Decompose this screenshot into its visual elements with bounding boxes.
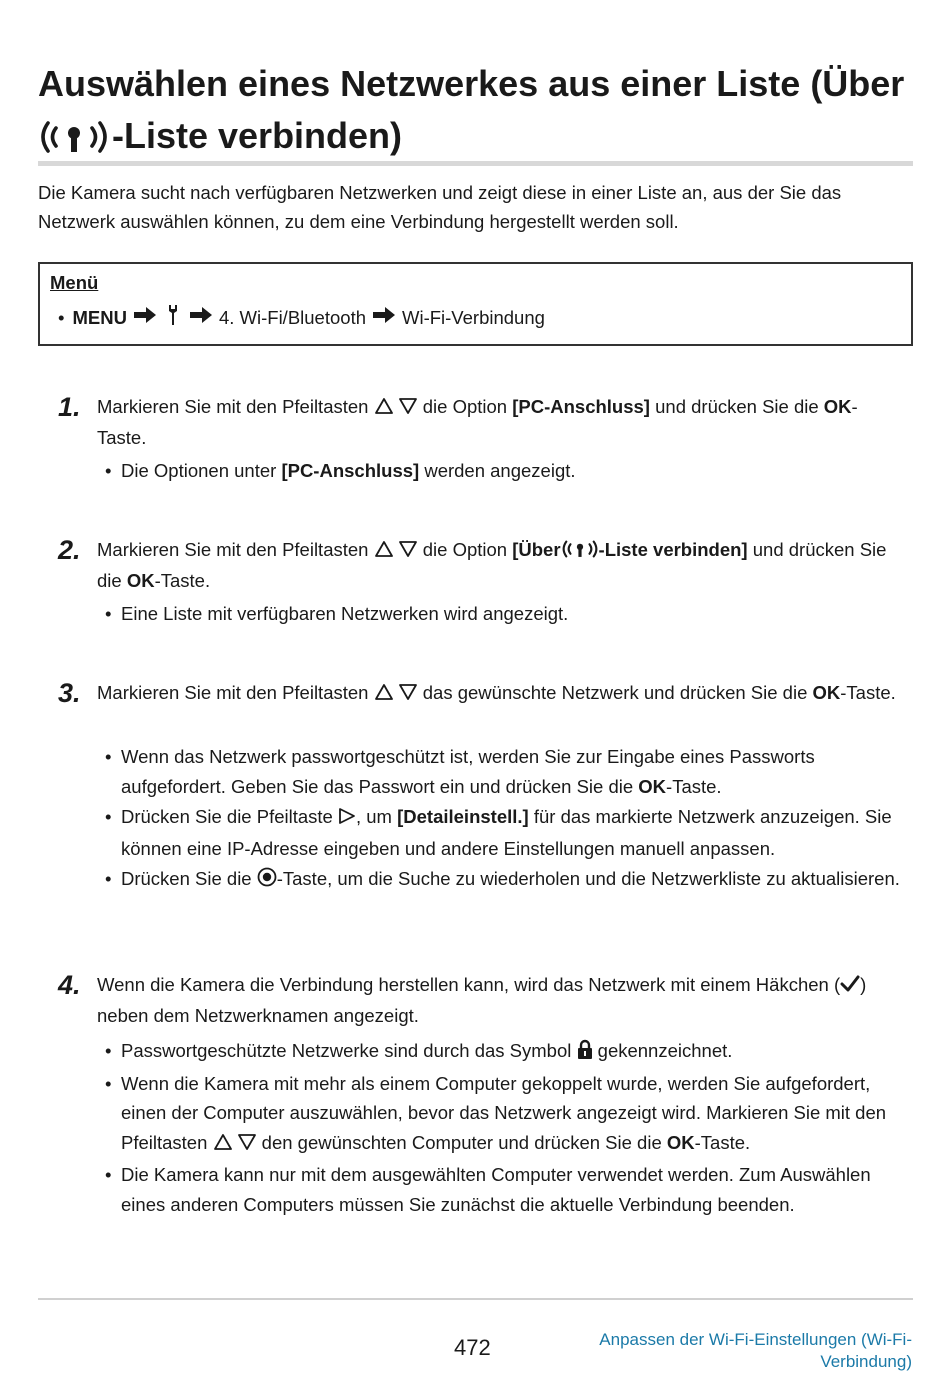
page-title <box>38 58 918 168</box>
title-line1: Auswählen eines Netzwerkes aus einer Liste (Über <box>38 63 905 104</box>
arrow-keys-up-down-icon <box>374 680 418 709</box>
intro-paragraph: Die Kamera sucht nach verfügbaren Netzwerken und zeigt diese in einer Liste an, aus der Sie das Netzwerk auswählen können, zu dem eine Verbindung hergestellt werden soll. <box>38 182 842 232</box>
arrow-key-right-icon <box>338 804 356 834</box>
arrow-right-icon <box>372 306 396 329</box>
step-number: 3. <box>58 678 81 708</box>
step-bullets <box>97 599 909 630</box>
list-item: • Wenn die Kamera mit mehr als einem Computer gekoppelt wurde, werden Sie aufgefordert, einen der Computer auszuwählen, bevor das Netzwerk angezeigt wird. Markieren Sie mit den Pfeiltasten den gewünschten Computer und drücken Sie die OK-Taste. <box>97 1069 909 1160</box>
title-line2: -Liste verbinden) <box>112 115 403 156</box>
section-link[interactable]: Anpassen der Wi-Fi-Einstellungen (Wi-Fi-Verbindung) <box>599 1330 912 1371</box>
menu-box <box>38 262 913 346</box>
step-number: 4. <box>58 970 81 1000</box>
step-text: Wenn die Kamera die Verbindung herstellen kann, wird das Netzwerk mit einem Häkchen ( ) neben dem Netzwerknamen angezeigt. <box>97 974 867 1026</box>
arrow-right-icon <box>189 306 213 329</box>
menu-heading: Menü <box>50 272 99 293</box>
step-number: 1. <box>58 392 81 422</box>
list-item: • Wenn das Netzwerk passwortgeschützt ist, werden Sie zur Eingabe eines Passworts aufgefordert. Geben Sie das Passwort ein und drücken Sie die OK-Taste. <box>97 742 909 801</box>
wifi-connect-icon <box>561 537 599 566</box>
step-text: Markieren Sie mit den Pfeiltasten die Option [Über -Liste verbinden] und drücken Sie die OK-Taste. <box>97 539 887 591</box>
page-number: 472 <box>454 1335 491 1360</box>
lock-icon <box>577 1038 593 1068</box>
list-item: • Die Optionen unter [PC-Anschluss] werden angezeigt. <box>97 456 909 486</box>
list-item: • Drücken Sie die Pfeiltaste , um [Detaileinstell.] für das markierte Netzwerk anzuzeigen. Sie können eine IP-Adresse eingeben und andere Einstellungen manuell anpassen. <box>97 802 909 863</box>
list-item: • Eine Liste mit verfügbaren Netzwerken wird angezeigt. <box>97 599 909 629</box>
bullet: • <box>58 306 65 328</box>
list-item: • Die Kamera kann nur mit dem ausgewählten Computer verwendet werden. Zum Auswählen eines anderen Computers müssen Sie zunächst die aktuelle Verbindung beenden. <box>97 1160 909 1219</box>
arrow-keys-up-down-icon <box>213 1130 257 1160</box>
record-button-icon <box>257 866 277 896</box>
step-text: Markieren Sie mit den Pfeiltasten das gewünschte Netzwerk und drücken Sie die OK-Taste. <box>97 678 897 709</box>
wrench-icon <box>167 304 179 331</box>
checkmark-icon <box>840 972 860 1001</box>
list-item: • Drücken Sie die -Taste, um die Suche zu wiederholen und die Netzwerkliste zu aktualisieren. <box>97 864 909 896</box>
menu-item-wifi-connection: Wi-Fi-Verbindung <box>402 306 545 328</box>
step-text: Markieren Sie mit den Pfeiltasten die Option [PC-Anschluss] und drücken Sie die OK-Taste. <box>97 396 858 448</box>
menu-label: MENU <box>72 306 127 328</box>
list-item: • Passwortgeschützte Netzwerke sind durch das Symbol gekennzeichnet. <box>97 1036 909 1068</box>
arrow-right-icon <box>133 306 157 329</box>
step-bullets <box>97 1036 909 1220</box>
step-bullets <box>97 742 909 897</box>
menu-path <box>58 304 545 331</box>
menu-item-wifi-bluetooth: 4. Wi-Fi/Bluetooth <box>218 306 366 328</box>
arrow-keys-up-down-icon <box>374 537 418 566</box>
title-divider <box>38 161 913 166</box>
arrow-keys-up-down-icon <box>374 394 418 423</box>
step-bullets <box>97 456 909 487</box>
step-number: 2. <box>58 535 81 565</box>
footer-divider <box>38 1298 913 1300</box>
